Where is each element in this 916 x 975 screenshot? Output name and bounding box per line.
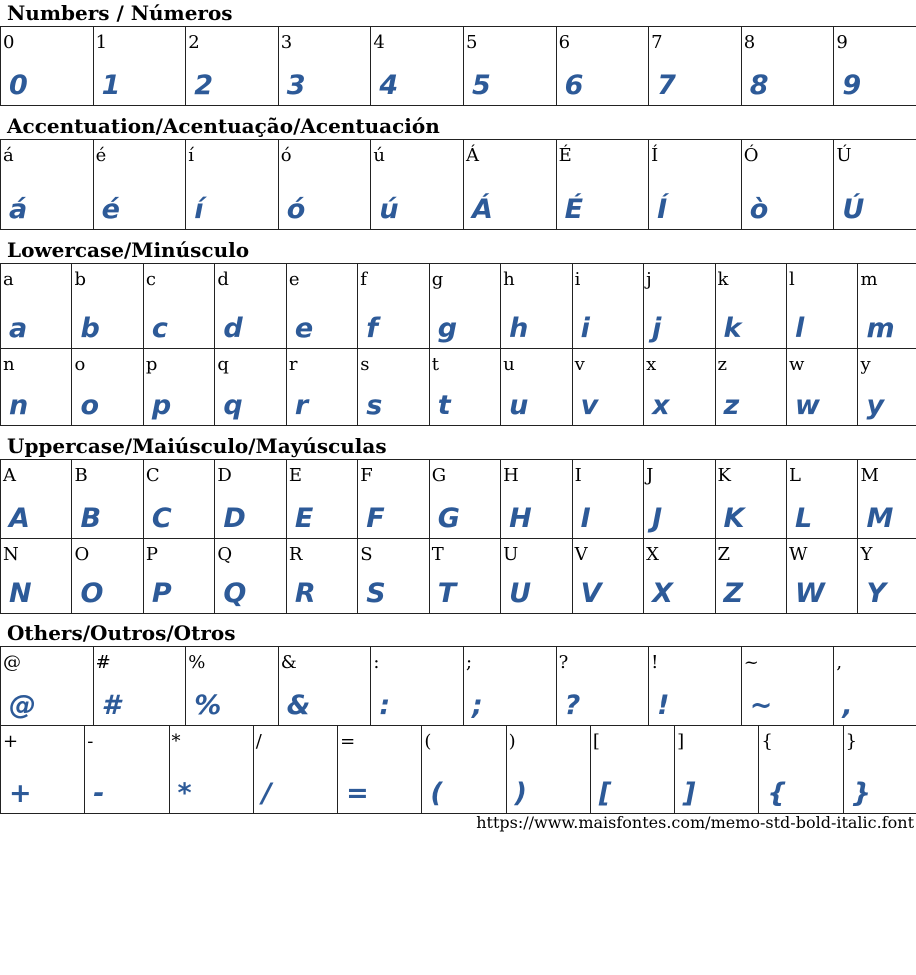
glyph-cell <box>85 726 169 814</box>
glyph-cell <box>186 27 279 106</box>
glyph-label: S <box>360 544 373 565</box>
glyph-cell <box>572 349 643 426</box>
glyph-row <box>1 726 916 814</box>
glyph-sample: D <box>223 503 246 534</box>
glyph-label: ~ <box>743 652 759 673</box>
glyph-cell <box>786 539 857 614</box>
glyph-sample: l <box>794 313 805 344</box>
glyph-sample: = <box>346 778 369 809</box>
glyph-sample: Y <box>866 578 886 609</box>
glyph-cell <box>186 647 279 726</box>
glyph-cell <box>463 647 556 726</box>
glyph-cell <box>715 349 786 426</box>
section-title-accents: Accentuation/Acentuação/Acentuación <box>7 114 440 138</box>
glyph-label: % <box>188 652 206 673</box>
glyph-cell <box>649 27 742 106</box>
glyph-label: F <box>360 465 373 486</box>
glyph-label: T <box>431 544 444 565</box>
glyph-cell <box>786 460 857 539</box>
glyph-cell <box>143 539 214 614</box>
glyph-label: Z <box>717 544 731 565</box>
glyph-label: 7 <box>651 32 663 53</box>
glyph-cell <box>358 539 429 614</box>
glyph-sample: : <box>379 690 391 721</box>
glyph-sample: S <box>366 578 386 609</box>
glyph-cell <box>556 27 649 106</box>
glyph-sample: 9 <box>842 70 862 101</box>
glyph-sample: ; <box>471 690 483 721</box>
glyph-cell <box>253 726 337 814</box>
glyph-cell <box>1 647 94 726</box>
glyph-cell <box>741 140 834 230</box>
glyph-sample: ] <box>683 778 696 809</box>
glyph-cell <box>501 349 572 426</box>
glyph-cell <box>1 460 72 539</box>
others-table-2 <box>0 725 916 814</box>
glyph-cell <box>186 140 279 230</box>
glyph-label: Y <box>860 544 873 565</box>
glyph-sample: ò <box>749 194 769 225</box>
source-url: https://www.maisfontes.com/memo-std-bold-italic.font <box>476 813 914 832</box>
glyph-cell <box>1 539 72 614</box>
glyph-label: x <box>646 354 657 375</box>
glyph-cell <box>358 349 429 426</box>
glyph-cell <box>93 647 186 726</box>
glyph-label: ] <box>677 731 685 752</box>
section-title-numbers: Numbers / Números <box>7 1 233 25</box>
glyph-cell <box>649 140 742 230</box>
glyph-sample: / <box>261 778 272 809</box>
glyph-label: P <box>145 544 159 565</box>
glyph-cell <box>143 460 214 539</box>
glyph-label: ó <box>280 145 292 166</box>
glyph-sample: ó <box>286 194 306 225</box>
glyph-cell <box>72 349 143 426</box>
glyph-label: 1 <box>95 32 108 53</box>
glyph-sample: p <box>151 390 172 421</box>
glyph-sample: B <box>80 503 102 534</box>
glyph-label: f <box>360 269 367 290</box>
glyph-label: W <box>788 544 808 565</box>
glyph-cell <box>72 539 143 614</box>
glyph-sample: u <box>509 390 529 421</box>
glyph-label: q <box>217 354 229 375</box>
glyph-cell <box>286 460 357 539</box>
glyph-cell <box>644 264 715 349</box>
glyph-sample: o <box>80 390 100 421</box>
glyph-cell <box>371 27 464 106</box>
glyph-cell <box>429 460 500 539</box>
glyph-label: @ <box>3 652 21 673</box>
glyph-sample: ! <box>657 690 670 721</box>
glyph-sample: w <box>794 390 820 421</box>
glyph-label: { <box>761 731 773 752</box>
glyph-cell <box>72 460 143 539</box>
glyph-sample: E <box>294 503 314 534</box>
glyph-sample: ) <box>514 778 527 809</box>
glyph-sample: 2 <box>194 70 213 101</box>
glyph-label: k <box>717 269 729 290</box>
glyph-sample: r <box>294 390 309 421</box>
glyph-sample: T <box>437 578 457 609</box>
glyph-sample: Á <box>471 194 493 225</box>
glyph-label: I <box>574 465 582 486</box>
glyph-label: = <box>340 731 356 752</box>
glyph-cell <box>843 726 916 814</box>
glyph-label: / <box>255 731 262 752</box>
glyph-label: 2 <box>188 32 200 53</box>
glyph-cell <box>371 140 464 230</box>
glyph-cell <box>834 27 916 106</box>
glyph-cell <box>72 264 143 349</box>
glyph-sample: { <box>767 778 787 809</box>
glyph-cell <box>715 539 786 614</box>
glyph-cell <box>556 140 649 230</box>
glyph-sample: c <box>151 313 168 344</box>
glyph-sample: 5 <box>471 70 491 101</box>
glyph-label: 3 <box>280 32 293 53</box>
glyph-label: 4 <box>373 32 385 53</box>
glyph-label: , <box>836 652 843 673</box>
glyph-label: v <box>574 354 585 375</box>
glyph-row <box>1 27 916 106</box>
glyph-label: 8 <box>743 32 756 53</box>
glyph-sample: í <box>194 194 204 225</box>
glyph-sample: g <box>437 313 458 344</box>
glyph-row <box>1 460 916 539</box>
glyph-cell <box>741 27 834 106</box>
glyph-label: Í <box>651 145 659 166</box>
glyph-cell <box>215 349 286 426</box>
glyph-cell <box>429 349 500 426</box>
glyph-label: B <box>74 465 88 486</box>
glyph-cell <box>715 264 786 349</box>
glyph-label: - <box>87 731 94 752</box>
glyph-sample: [ <box>598 778 612 809</box>
section-title-lowercase: Lowercase/Minúsculo <box>7 238 250 262</box>
glyph-sample: 7 <box>657 70 676 101</box>
glyph-cell <box>649 647 742 726</box>
glyph-cell <box>556 647 649 726</box>
glyph-sample: t <box>437 390 451 421</box>
glyph-cell <box>286 349 357 426</box>
glyph-sample: C <box>151 503 172 534</box>
glyph-label: h <box>503 269 515 290</box>
glyph-label: J <box>646 465 654 486</box>
glyph-cell <box>1 349 72 426</box>
glyph-sample: @ <box>9 690 36 721</box>
glyph-cell <box>278 647 371 726</box>
glyph-sample: y <box>866 390 885 421</box>
glyph-row <box>1 264 916 349</box>
glyph-label: n <box>3 354 15 375</box>
glyph-cell <box>858 539 916 614</box>
glyph-label: N <box>3 544 19 565</box>
glyph-label: r <box>288 354 298 375</box>
glyph-sample: 3 <box>286 70 306 101</box>
glyph-label: A <box>3 465 16 486</box>
glyph-cell <box>1 27 94 106</box>
glyph-label: K <box>717 465 731 486</box>
glyph-cell <box>463 140 556 230</box>
glyph-sample: f <box>366 313 379 344</box>
glyph-cell <box>215 539 286 614</box>
glyph-label: X <box>646 544 659 565</box>
glyph-label: 6 <box>558 32 571 53</box>
glyph-cell <box>215 460 286 539</box>
glyph-sample: x <box>652 390 670 421</box>
glyph-label: a <box>3 269 14 290</box>
glyph-sample: 8 <box>749 70 769 101</box>
glyph-cell <box>1 726 85 814</box>
glyph-label: t <box>431 354 439 375</box>
glyph-cell <box>215 264 286 349</box>
glyph-sample: z <box>723 390 740 421</box>
glyph-sample: J <box>652 503 663 534</box>
glyph-label: R <box>288 544 303 565</box>
glyph-label: E <box>288 465 302 486</box>
glyph-label: C <box>145 465 160 486</box>
glyph-label: m <box>860 269 878 290</box>
glyph-sample: # <box>101 690 121 721</box>
glyph-label: 0 <box>3 32 15 53</box>
glyph-label: } <box>845 731 858 752</box>
glyph-sample: } <box>851 778 871 809</box>
glyph-label: U <box>503 544 519 565</box>
glyph-label: É <box>558 145 572 166</box>
glyph-label: 5 <box>465 32 478 53</box>
glyph-sample: & <box>286 690 311 721</box>
lowercase-table <box>0 263 916 426</box>
glyph-sample: F <box>366 503 385 534</box>
glyph-label: Á <box>465 145 479 166</box>
glyph-cell <box>715 460 786 539</box>
glyph-sample: 4 <box>379 70 399 101</box>
glyph-row <box>1 349 916 426</box>
glyph-label: j <box>646 269 652 290</box>
glyph-sample: P <box>151 578 172 609</box>
glyph-sample: O <box>80 578 104 609</box>
glyph-cell <box>371 647 464 726</box>
glyph-sample: É <box>564 194 584 225</box>
glyph-sample: 1 <box>101 70 121 101</box>
glyph-sample: á <box>9 194 28 225</box>
glyph-label: L <box>788 465 801 486</box>
glyph-cell <box>501 460 572 539</box>
glyph-sample: b <box>80 313 100 344</box>
glyph-row <box>1 140 916 230</box>
glyph-sample: I <box>580 503 591 534</box>
glyph-sample: k <box>723 313 742 344</box>
glyph-cell <box>501 264 572 349</box>
accents-table <box>0 139 916 230</box>
glyph-sample: ( <box>430 778 443 809</box>
glyph-label: V <box>574 544 588 565</box>
glyph-label: ! <box>651 652 659 673</box>
glyph-cell <box>644 349 715 426</box>
glyph-cell <box>786 349 857 426</box>
glyph-sample: ~ <box>749 690 773 721</box>
glyph-cell <box>463 27 556 106</box>
glyph-sample: - <box>93 778 105 809</box>
glyph-sample: A <box>9 503 30 534</box>
glyph-cell <box>93 27 186 106</box>
glyph-label: e <box>288 269 300 290</box>
glyph-cell <box>506 726 590 814</box>
glyph-sample: i <box>580 313 590 344</box>
glyph-sample: U <box>509 578 532 609</box>
glyph-sample: K <box>723 503 745 534</box>
glyph-cell <box>644 460 715 539</box>
glyph-cell <box>358 264 429 349</box>
glyph-label: M <box>860 465 879 486</box>
glyph-sample: % <box>194 690 222 721</box>
glyph-cell <box>429 539 500 614</box>
glyph-sample: W <box>794 578 825 609</box>
glyph-label: i <box>574 269 581 290</box>
glyph-label: ? <box>558 652 569 673</box>
glyph-cell <box>644 539 715 614</box>
glyph-sample: Q <box>223 578 247 609</box>
glyph-label: Q <box>217 544 233 565</box>
glyph-cell <box>143 264 214 349</box>
glyph-cell <box>429 264 500 349</box>
glyph-sample: M <box>866 503 894 534</box>
glyph-cell <box>338 726 422 814</box>
glyph-sample: d <box>223 313 243 344</box>
glyph-cell <box>278 27 371 106</box>
glyph-label: ; <box>465 652 473 673</box>
glyph-sample: R <box>294 578 316 609</box>
glyph-label: Ú <box>836 145 852 166</box>
glyph-sample: Ú <box>842 194 865 225</box>
glyph-label: w <box>788 354 805 375</box>
glyph-sample: a <box>9 313 28 344</box>
glyph-sample: n <box>9 390 29 421</box>
glyph-label: é <box>95 145 107 166</box>
glyph-label: * <box>171 731 181 752</box>
glyph-sample: L <box>794 503 813 534</box>
glyph-sample: * <box>177 778 192 809</box>
glyph-cell <box>858 349 916 426</box>
glyph-cell <box>759 726 843 814</box>
glyph-cell <box>741 647 834 726</box>
glyph-label: : <box>373 652 380 673</box>
glyph-label: Ó <box>743 145 759 166</box>
glyph-cell <box>169 726 253 814</box>
glyph-cell <box>786 264 857 349</box>
glyph-sample: V <box>580 578 602 609</box>
glyph-sample: q <box>223 390 243 421</box>
glyph-sample: ? <box>564 690 581 721</box>
glyph-sample: s <box>366 390 383 421</box>
glyph-cell <box>286 539 357 614</box>
glyph-label: í <box>188 145 194 166</box>
glyph-cell <box>834 140 916 230</box>
glyph-label: ( <box>424 731 432 752</box>
glyph-sample: , <box>842 690 853 721</box>
glyph-cell <box>143 349 214 426</box>
glyph-row <box>1 539 916 614</box>
glyph-label: g <box>431 269 444 290</box>
glyph-label: [ <box>592 731 600 752</box>
glyph-sample: H <box>509 503 532 534</box>
glyph-label: z <box>717 354 728 375</box>
glyph-cell <box>572 460 643 539</box>
glyph-cell <box>278 140 371 230</box>
glyph-sample: h <box>509 313 529 344</box>
glyph-sample: 0 <box>9 70 28 101</box>
glyph-cell <box>422 726 506 814</box>
glyph-label: p <box>145 354 158 375</box>
glyph-sample: 6 <box>564 70 584 101</box>
glyph-cell <box>834 647 916 726</box>
glyph-label: o <box>74 354 86 375</box>
glyph-label: b <box>74 269 86 290</box>
glyph-label: D <box>217 465 232 486</box>
glyph-label: c <box>145 269 156 290</box>
glyph-label: s <box>360 354 370 375</box>
glyph-cell <box>501 539 572 614</box>
glyph-label: ú <box>373 145 385 166</box>
glyph-cell <box>572 264 643 349</box>
glyph-label: G <box>431 465 447 486</box>
glyph-label: 9 <box>836 32 848 53</box>
glyph-label: ) <box>508 731 516 752</box>
glyph-label: H <box>503 465 519 486</box>
glyph-sample: + <box>9 778 32 809</box>
glyph-cell <box>358 460 429 539</box>
glyph-label: # <box>95 652 111 673</box>
glyph-label: + <box>3 731 19 752</box>
glyph-cell <box>1 140 94 230</box>
section-title-others: Others/Outros/Otros <box>7 621 236 645</box>
glyph-cell <box>858 460 916 539</box>
glyph-cell <box>590 726 674 814</box>
glyph-cell <box>572 539 643 614</box>
glyph-cell <box>675 726 759 814</box>
section-title-uppercase: Uppercase/Maiúsculo/Mayúsculas <box>7 434 387 458</box>
glyph-cell <box>286 264 357 349</box>
glyph-sample: e <box>294 313 314 344</box>
glyph-row <box>1 647 916 726</box>
glyph-cell <box>93 140 186 230</box>
glyph-label: u <box>503 354 515 375</box>
glyph-label: d <box>217 269 229 290</box>
glyph-cell <box>858 264 916 349</box>
glyph-sample: j <box>652 313 662 344</box>
uppercase-table <box>0 459 916 614</box>
glyph-cell <box>1 264 72 349</box>
glyph-sample: m <box>866 313 895 344</box>
glyph-sample: Z <box>723 578 744 609</box>
glyph-sample: G <box>437 503 460 534</box>
glyph-label: & <box>280 652 297 673</box>
glyph-label: y <box>860 354 871 375</box>
glyph-sample: é <box>101 194 120 225</box>
numbers-table <box>0 26 916 106</box>
glyph-sample: X <box>652 578 673 609</box>
glyph-sample: N <box>9 578 32 609</box>
glyph-label: á <box>3 145 14 166</box>
others-table-1 <box>0 646 916 726</box>
glyph-sample: ú <box>379 194 399 225</box>
glyph-label: l <box>788 269 795 290</box>
glyph-sample: Í <box>657 194 668 225</box>
glyph-sample: v <box>580 390 599 421</box>
glyph-label: O <box>74 544 90 565</box>
